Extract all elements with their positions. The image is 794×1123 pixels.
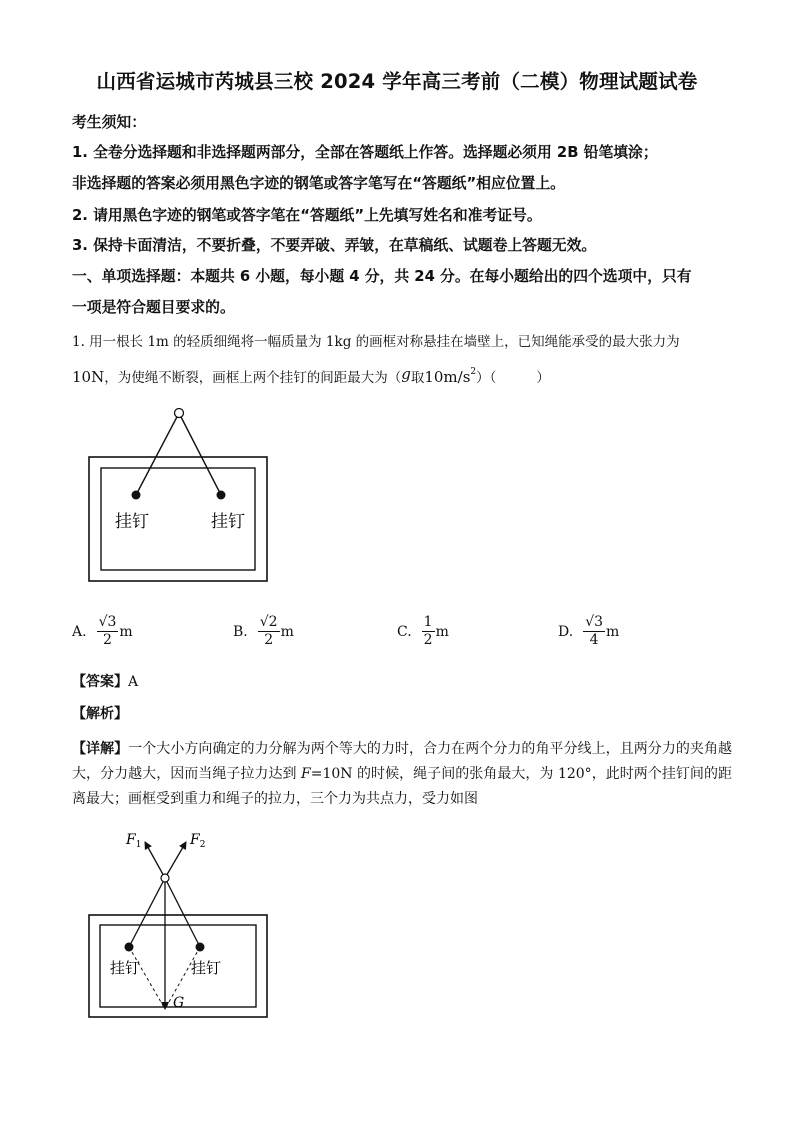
detail-text-1: 一个大小方向确定的力分解为两个等大的力时，合力在两个分力的角平分线上，且两分力的夹角越大，分力越大，因而当绳子拉力达到: [72, 741, 733, 782]
option-a-numerator: √3: [98, 614, 117, 630]
nail-right-icon: [196, 943, 205, 952]
option-c[interactable]: C. $\frac{1}{2}$ m: [397, 614, 449, 648]
nail-label-left: 挂钉: [110, 959, 141, 977]
detail-text-2: =10N 的时候，绳子间的张角最大，为 120°，此时两个挂钉间的距离最大；画框受到重力和绳子的拉力，三个力为共点力，受力如图: [72, 766, 733, 807]
nail-label-left: 挂钉: [115, 512, 149, 532]
paren-close: ）（: [476, 370, 497, 386]
g-exponent: 2: [470, 367, 477, 377]
take-word: 取: [410, 370, 425, 386]
option-d-numerator: √3: [585, 614, 604, 630]
force-diagram: [86, 822, 276, 1022]
notice-item-2: 2. 请用黑色字迹的钢笔或答字笔在“答题纸”上先填写姓名和准考证号。: [72, 207, 542, 224]
g-value: 10m/s: [424, 368, 471, 386]
hanging-point-icon: [161, 874, 169, 882]
force-value: 10N: [72, 368, 105, 386]
option-d-denominator: 4: [589, 632, 599, 648]
question-1-stem-line-2: [72, 366, 550, 386]
f1-label: $F_1$: [126, 832, 142, 850]
detail-paragraph: [72, 737, 732, 812]
detail-force-symbol: F: [301, 766, 311, 782]
option-b-denominator: 2: [264, 632, 274, 648]
notice-heading: 考生须知：: [72, 114, 146, 131]
question-1-figure: [86, 402, 276, 587]
rope-right: [179, 413, 221, 495]
option-a[interactable]: A. $\frac{√3}{2}$ m: [72, 614, 133, 648]
f2-label: $F_2$: [190, 832, 206, 850]
option-b[interactable]: B. $\frac{√2}{2}$ m: [233, 614, 294, 648]
nail-left-icon: [125, 943, 134, 952]
notice-item-1-line-1: 1. 全卷分选择题和非选择题两部分，全部在答题纸上作答。选择题必须用 2B 铅笔填涂；: [72, 144, 658, 161]
page-title: 山西省运城市芮城县三校 2024 学年高三考前（二模）物理试题试卷: [96, 70, 698, 93]
nail-label-right: 挂钉: [191, 959, 222, 977]
answer-paren-close: ）: [536, 370, 550, 386]
hanging-point-icon: [175, 409, 184, 418]
answer-value: A: [128, 674, 139, 690]
force-f2-arrow: [165, 842, 186, 878]
stem-text: ，为使绳不断裂，画框上两个挂钉的间距最大为（: [104, 370, 402, 386]
nail-right-icon: [217, 491, 226, 500]
option-d[interactable]: D. $\frac{√3}{4}$ m: [558, 614, 620, 648]
dashed-line-left: [129, 947, 165, 1009]
option-c-denominator: 2: [423, 632, 433, 648]
option-c-numerator: 1: [423, 614, 433, 630]
gravity-label: G: [173, 995, 185, 1011]
answer-label: 【答案】: [72, 674, 128, 690]
section-heading-line-1: 一、单项选择题：本题共 6 小题，每小题 4 分，共 24 分。在每小题给出的四个选项中，只有: [72, 268, 692, 285]
option-b-numerator: √2: [259, 614, 278, 630]
force-f1-arrow: [145, 842, 165, 878]
analysis-label: 【解析】: [72, 706, 128, 722]
option-a-denominator: 2: [103, 632, 112, 648]
nail-left-icon: [132, 491, 141, 500]
section-heading-line-2: 一项是符合题目要求的。: [72, 299, 235, 316]
notice-item-3: 3. 保持卡面清洁，不要折叠，不要弄破、弄皱，在草稿纸、试题卷上答题无效。: [72, 237, 597, 254]
rope-left: [136, 413, 179, 495]
rope-left: [129, 878, 165, 947]
notice-item-1-line-2: 非选择题的答案必须用黑色字迹的钢笔或答字笔写在“答题纸”相应位置上。: [72, 175, 565, 192]
answer-line: [72, 671, 138, 691]
question-1-stem-line-1: 1. 用一根长 1m 的轻质细绳将一幅质量为 1kg 的画框对称悬挂在墙壁上，已知绳能承受的最大张力为: [72, 334, 680, 350]
nail-label-right: 挂钉: [211, 512, 245, 532]
detail-label: 【详解】: [72, 741, 129, 757]
g-symbol: g: [401, 365, 411, 383]
rope-right: [165, 878, 200, 947]
